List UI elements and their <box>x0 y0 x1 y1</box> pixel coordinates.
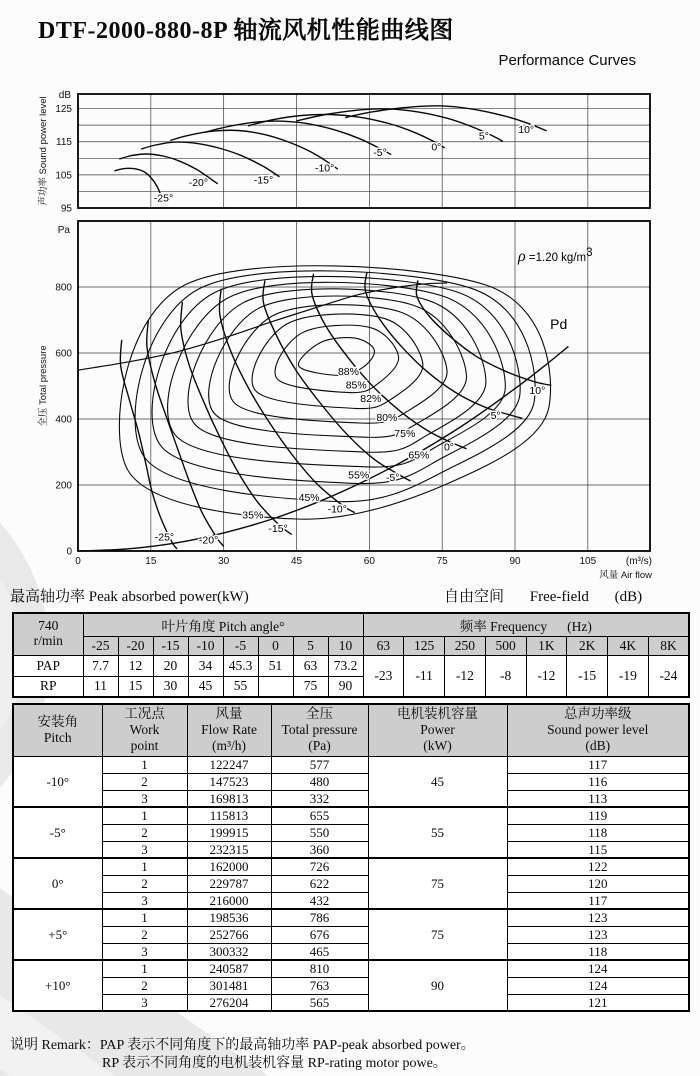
total-pressure-cell: 622 <box>271 875 368 892</box>
efficiency-label: 45% <box>298 492 320 505</box>
sound-power-cell: 118 <box>507 824 689 841</box>
table-row <box>13 994 689 1011</box>
flow-rate-cell: 300332 <box>187 943 271 960</box>
pitch-curve-label: -10° <box>327 503 347 516</box>
sound-curve-label: 0° <box>431 141 442 154</box>
remark-note <box>10 1037 475 1072</box>
header-line: Pitch <box>43 730 72 746</box>
pap-value: 20 <box>153 655 188 676</box>
flow-rate-cell: 147523 <box>187 773 271 790</box>
col-header-power <box>368 704 507 756</box>
pitch-col: -20 <box>118 636 153 655</box>
work-point-cell: 2 <box>102 977 187 994</box>
work-point-cell: 3 <box>102 994 187 1011</box>
work-point-cell: 1 <box>102 909 187 926</box>
pitch-col: 5 <box>293 636 328 655</box>
plot-frame <box>78 94 650 208</box>
free-field-zh: 自由空间 <box>444 589 505 605</box>
sound-power-chart <box>0 86 700 218</box>
table-row <box>13 807 689 824</box>
freq-value: -15 <box>567 655 608 697</box>
pap-value: 73.2 <box>328 655 363 676</box>
total-pressure-cell: 332 <box>271 790 368 807</box>
sound-curve--15° <box>141 142 279 177</box>
rp-value <box>258 676 293 697</box>
efficiency-label: 55% <box>348 469 370 482</box>
header-line: Total pressure <box>281 722 358 738</box>
pitch-curve--25° <box>120 340 177 549</box>
total-pressure-cell: 763 <box>271 977 368 994</box>
y-unit: dB <box>58 90 71 101</box>
y-tick: 115 <box>56 137 72 149</box>
flow-rate-cell: 229787 <box>187 875 271 892</box>
sound-curve-label: -25° <box>153 192 174 205</box>
work-point-cell: 3 <box>102 790 187 807</box>
pitch-curve-label: 10° <box>529 384 546 397</box>
pitch-curve-label: 0° <box>443 441 454 454</box>
x-tick: 45 <box>290 556 303 567</box>
operating-points-table <box>12 703 690 1012</box>
efficiency-label: 65% <box>408 449 430 462</box>
header-line: (kW) <box>423 738 452 754</box>
freq-col: 125 <box>404 636 445 655</box>
y-axis-label: 声功率 Sound power level <box>38 96 49 206</box>
work-point-cell: 2 <box>102 926 187 943</box>
freq-col: 2K <box>567 636 608 655</box>
table-row <box>13 841 689 858</box>
total-pressure-cell: 810 <box>271 960 368 977</box>
pitch-col: -10 <box>188 636 223 655</box>
table-row <box>13 824 689 841</box>
efficiency-label: 88% <box>337 365 359 378</box>
sound-power-cell: 116 <box>507 773 689 790</box>
page-subtitle: Performance Curves <box>498 52 636 69</box>
efficiency-label: 35% <box>242 509 264 522</box>
freq-value: -8 <box>485 655 526 697</box>
freq-col: 1K <box>526 636 567 655</box>
y-tick: 125 <box>55 104 72 116</box>
table-row <box>13 773 689 790</box>
work-point-cell: 1 <box>102 960 187 977</box>
x-tick: 90 <box>509 556 521 567</box>
efficiency-label: 75% <box>394 428 416 441</box>
header-line: 安装角 <box>37 714 78 730</box>
x-unit: (m³/s) <box>625 556 652 567</box>
x-axis-label: 风量 Air flow <box>599 570 652 581</box>
work-point-cell: 2 <box>102 773 187 790</box>
sound-curve-label: -5° <box>373 146 387 159</box>
flow-rate-cell: 162000 <box>187 858 271 875</box>
sound-power-cell: 123 <box>507 926 689 943</box>
pd-curve <box>78 346 568 551</box>
efficiency-contour-85% <box>275 325 399 392</box>
col-header-work-point <box>102 704 187 756</box>
y-tick: 200 <box>55 480 72 492</box>
remark-line-1 <box>10 1037 475 1055</box>
pitch-cell: -5° <box>13 807 102 858</box>
table-row <box>13 960 689 977</box>
flow-rate-cell: 301481 <box>187 977 271 994</box>
total-pressure-cell: 360 <box>271 841 368 858</box>
pitch-col: 10 <box>328 636 363 655</box>
frequency-label: 频率 Frequency <box>459 618 548 634</box>
sound-power-cell: 121 <box>507 994 689 1011</box>
total-pressure-cell: 655 <box>271 807 368 824</box>
header-line: 风量 <box>215 706 243 722</box>
flow-rate-cell: 122247 <box>187 756 271 773</box>
freq-col: 250 <box>445 636 486 655</box>
rp-value: 30 <box>153 676 188 697</box>
total-pressure-cell: 577 <box>271 756 368 773</box>
density-annotation <box>517 247 593 265</box>
flow-rate-cell: 199915 <box>187 824 271 841</box>
sound-power-cell: 113 <box>507 790 689 807</box>
speed-cell <box>13 613 83 655</box>
page-title: DTF-2000-880-8P 轴流风机性能曲线图 <box>38 18 454 44</box>
flow-rate-cell: 216000 <box>187 892 271 909</box>
header-line: (dB) <box>585 738 611 754</box>
total-pressure-cell: 786 <box>271 909 368 926</box>
rho-sup: 3 <box>586 247 593 259</box>
pitch-curve-label: -15° <box>268 522 288 535</box>
sound-curve-label: -15° <box>253 174 274 187</box>
total-pressure-cell: 465 <box>271 943 368 960</box>
freq-col: 8K <box>648 636 689 655</box>
x-tick: 105 <box>579 556 597 567</box>
efficiency-contour-45% <box>135 271 535 505</box>
header-line: 工况点 <box>124 706 165 722</box>
freq-col: 500 <box>485 636 526 655</box>
sound-power-cell: 117 <box>507 892 689 909</box>
x-tick: 75 <box>436 556 448 567</box>
header-line: (m³/h) <box>211 738 247 754</box>
table-row <box>13 858 689 875</box>
y-tick: 600 <box>55 348 72 360</box>
rho-symbol: ρ <box>518 248 526 265</box>
speed-unit: r/min <box>33 633 63 649</box>
table-row <box>13 756 689 773</box>
peak-power-caption: 最高轴功率 Peak absorbed power(kW) <box>10 589 249 605</box>
flow-rate-cell: 198536 <box>187 909 271 926</box>
pressure-flow-chart <box>0 215 700 587</box>
header-line: 全压 <box>306 706 333 722</box>
table-row <box>13 790 689 807</box>
work-point-cell: 2 <box>102 875 187 892</box>
pap-value: 12 <box>118 655 153 676</box>
pitch-curve--15° <box>181 302 292 535</box>
efficiency-contour-80% <box>229 305 447 424</box>
pap-value: 7.7 <box>83 655 118 676</box>
free-field-unit: (dB) <box>614 589 643 605</box>
sound-power-cell: 117 <box>507 756 689 773</box>
freq-col: 4K <box>608 636 649 655</box>
header-line: point <box>130 738 159 754</box>
flow-rate-cell: 232315 <box>187 841 271 858</box>
col-header-pitch <box>13 704 102 756</box>
table-row <box>13 875 689 892</box>
sound-power-cell: 120 <box>507 875 689 892</box>
flow-rate-cell: 276204 <box>187 994 271 1011</box>
total-pressure-cell: 565 <box>271 994 368 1011</box>
freq-value: -19 <box>608 655 649 697</box>
sound-power-cell: 122 <box>507 858 689 875</box>
pitch-curve-label: -25° <box>154 531 175 544</box>
sound-curve-0° <box>248 114 445 148</box>
flow-rate-cell: 252766 <box>187 926 271 943</box>
y-tick: 105 <box>55 170 72 182</box>
remark-text-1: PAP 表示不同角度下的最高轴功率 PAP-peak absorbed power。 <box>99 1038 475 1053</box>
pd-label: Pd <box>550 316 568 333</box>
efficiency-contour-65% <box>168 282 506 467</box>
pap-value: 45.3 <box>223 655 258 676</box>
sound-curve--10° <box>170 130 337 169</box>
speed-value: 740 <box>38 618 59 634</box>
y-tick: 0 <box>66 546 72 558</box>
rp-value: 45 <box>188 676 223 697</box>
rp-value: 90 <box>328 676 363 697</box>
work-point-cell: 1 <box>102 756 187 773</box>
x-tick: 0 <box>75 556 81 567</box>
pitch-col: -5 <box>223 636 258 655</box>
freq-value: -24 <box>648 655 689 697</box>
free-field-caption <box>444 585 642 606</box>
sound-curve-label: 10° <box>518 123 535 136</box>
header-line: 总声功率级 <box>564 706 632 722</box>
table-row <box>13 977 689 994</box>
remark-label: 说明 Remark： <box>10 1038 100 1053</box>
efficiency-contour-unlabeled <box>188 289 486 452</box>
sound-power-cell: 124 <box>507 960 689 977</box>
total-pressure-cell: 480 <box>271 773 368 790</box>
y-tick: 400 <box>55 414 72 426</box>
pitch-cell: -10° <box>13 756 102 807</box>
work-point-cell: 2 <box>102 824 187 841</box>
work-point-cell: 3 <box>102 841 187 858</box>
y-unit: Pa <box>57 225 70 236</box>
rp-value: 15 <box>118 676 153 697</box>
power-cell: 45 <box>368 756 507 807</box>
col-header-sound-power <box>507 704 689 756</box>
pap-row-label: PAP <box>13 655 83 676</box>
efficiency-label: 82% <box>360 392 382 405</box>
rp-value: 75 <box>293 676 328 697</box>
sound-power-cell: 119 <box>507 807 689 824</box>
col-header-flow-rate <box>187 704 271 756</box>
table-row <box>13 892 689 909</box>
power-cell: 75 <box>368 858 507 909</box>
sound-power-cell: 124 <box>507 977 689 994</box>
pitch-cell: 0° <box>13 858 102 909</box>
col-header-total-pressure <box>271 704 368 756</box>
pitch-angle-header: 叶片角度 Pitch angle° <box>83 613 363 636</box>
work-point-cell: 3 <box>102 943 187 960</box>
x-tick: 60 <box>363 556 375 567</box>
rp-value: 11 <box>83 676 118 697</box>
pitch-curve-label: 5° <box>490 410 501 422</box>
sound-power-cell: 115 <box>507 841 689 858</box>
work-point-cell: 3 <box>102 892 187 909</box>
freq-value: -11 <box>404 655 445 697</box>
rp-value: 55 <box>223 676 258 697</box>
flow-rate-cell: 240587 <box>187 960 271 977</box>
total-pressure-cell: 676 <box>271 926 368 943</box>
freq-value: -12 <box>526 655 567 697</box>
power-cell: 90 <box>368 960 507 1011</box>
sound-curve--5° <box>204 121 391 154</box>
free-field-en: Free-field <box>529 589 589 605</box>
total-pressure-cell: 550 <box>271 824 368 841</box>
flow-rate-cell: 115813 <box>187 807 271 824</box>
sound-curve-label: -10° <box>314 162 335 175</box>
pitch-curve-10° <box>416 280 551 385</box>
pap-value: 63 <box>293 655 328 676</box>
rp-row-label: RP <box>13 676 83 697</box>
sound-power-cell: 118 <box>507 943 689 960</box>
pitch-cell: +10° <box>13 960 102 1011</box>
header-line: 电机装机容量 <box>397 706 478 722</box>
rho-value: =1.20 kg/m <box>525 252 587 264</box>
pitch-col: 0 <box>258 636 293 655</box>
pitch-col: -25 <box>83 636 118 655</box>
y-tick: 800 <box>55 282 72 294</box>
x-tick: 30 <box>218 556 230 567</box>
frequency-unit: (Hz) <box>567 618 592 634</box>
freq-value: -23 <box>363 655 404 697</box>
pap-rp-table <box>12 612 690 698</box>
y-axis-label: 全压 Total pressure <box>38 345 49 427</box>
remark-line-2: RP 表示不同角度的电机装机容量 RP-rating motor powe。 <box>102 1055 447 1071</box>
sound-chart-svg <box>0 86 700 218</box>
power-cell: 75 <box>368 909 507 960</box>
pitch-cell: +5° <box>13 909 102 960</box>
work-point-cell: 1 <box>102 807 187 824</box>
table-row <box>13 943 689 960</box>
total-pressure-cell: 726 <box>271 858 368 875</box>
sound-curve-label: 5° <box>478 130 489 143</box>
efficiency-label: 85% <box>345 379 367 392</box>
frequency-header <box>363 613 689 636</box>
total-pressure-cell: 432 <box>271 892 368 909</box>
pitch-curve-5° <box>365 272 522 418</box>
pitch-curve-label: -20° <box>198 534 219 547</box>
header-line: Work <box>129 722 160 738</box>
flow-rate-cell: 169813 <box>187 790 271 807</box>
header-line: Flow Rate <box>201 722 257 738</box>
pitch-curve-label: -5° <box>385 472 400 485</box>
x-tick: 15 <box>145 556 157 567</box>
power-cell: 55 <box>368 807 507 858</box>
pitch-col: -15 <box>153 636 188 655</box>
sound-curve-label: -20° <box>188 177 209 190</box>
header-line: Power <box>420 722 455 738</box>
freq-col: 63 <box>363 636 404 655</box>
freq-value: -12 <box>445 655 486 697</box>
efficiency-label: 80% <box>376 411 398 424</box>
main-chart-svg <box>0 215 700 587</box>
y-tick: 95 <box>60 203 72 215</box>
header-line: Sound power level <box>547 722 649 738</box>
pap-value: 51 <box>258 655 293 676</box>
sound-power-cell: 123 <box>507 909 689 926</box>
work-point-cell: 1 <box>102 858 187 875</box>
table-row <box>13 909 689 926</box>
pap-value: 34 <box>188 655 223 676</box>
header-line: (Pa) <box>308 738 331 754</box>
table-row <box>13 926 689 943</box>
